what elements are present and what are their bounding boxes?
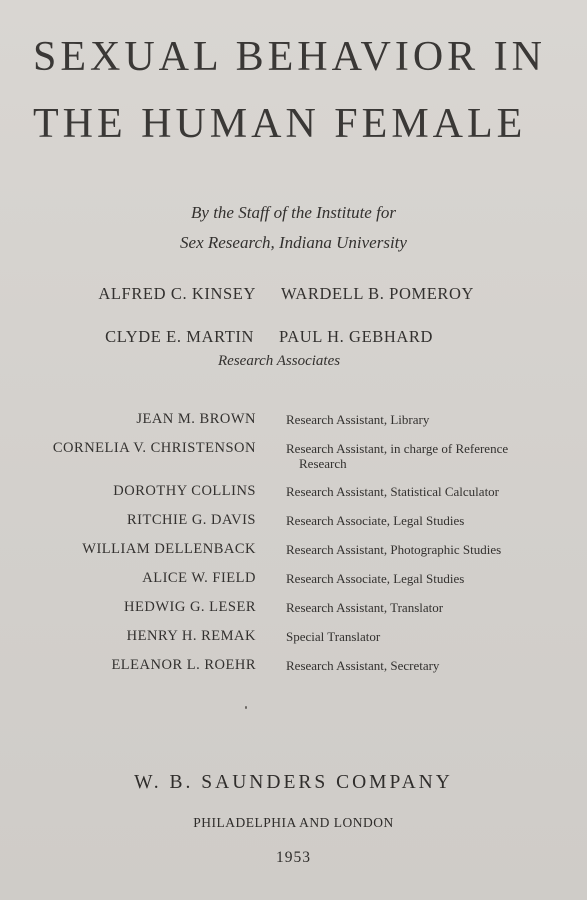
paper-speck [245,706,247,709]
author-name: CLYDE E. MARTIN [105,327,254,346]
staff-role: Research Assistant, Statistical Calculator [286,484,500,499]
publisher-name: W. B. SAUNDERS COMPANY [134,772,453,793]
staff-name: CORNELIA V. CHRISTENSON [52,440,256,456]
staff-role: Research Assistant, Secretary [286,658,440,673]
staff-role: Research Associate, Legal Studies [286,513,465,528]
staff-name: ALICE W. FIELD [142,570,256,586]
book-title-line-1: SEXUAL BEHAVIOR IN [33,34,546,80]
book-title-line-2: THE HUMAN FEMALE [33,101,527,147]
author-name: PAUL H. GEBHARD [279,327,434,346]
staff-name: HEDWIG G. LESER [124,599,256,615]
staff-role: Research Assistant, Library [286,412,430,427]
publication-year: 1953 [276,849,311,866]
publisher-cities: PHILADELPHIA AND LONDON [193,815,394,830]
staff-role: Research Associate, Legal Studies [286,571,465,586]
byline-line-1: By the Staff of the Institute for [191,203,396,222]
staff-role: Research Assistant, Photographic Studies [286,542,502,557]
staff-name: ELEANOR L. ROEHR [111,657,256,673]
author-name: ALFRED C. KINSEY [98,284,256,303]
staff-name: HENRY H. REMAK [126,628,256,644]
staff-name: WILLIAM DELLENBACK [82,541,256,557]
staff-role: Research Assistant, Translator [286,600,444,615]
staff-name: DOROTHY COLLINS [113,483,256,499]
staff-role: Research Assistant, in charge of Reference Research [286,441,509,471]
research-associates-label: Research Associates [218,353,341,369]
staff-name: JEAN M. BROWN [136,411,256,427]
byline-line-2: Sex Research, Indiana University [180,233,407,252]
staff-role: Special Translator [286,629,381,644]
staff-name: RITCHIE G. DAVIS [127,512,256,528]
author-name: WARDELL B. POMEROY [281,284,475,303]
